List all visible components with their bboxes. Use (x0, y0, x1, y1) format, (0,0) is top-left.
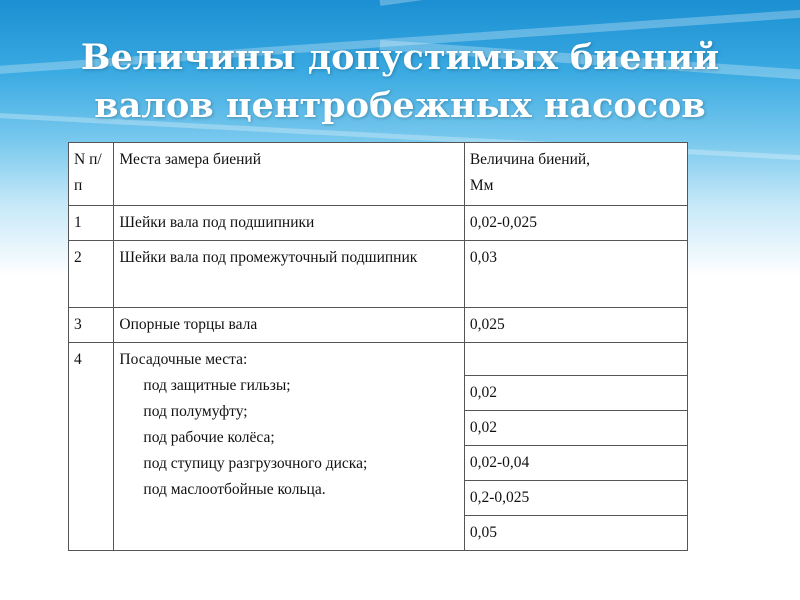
slide-title (40, 34, 760, 130)
group-value: 0,02 (464, 411, 687, 446)
header-number: N п/п (69, 143, 114, 206)
group-value: 0,2-0,025 (464, 481, 687, 516)
group-value: 0,02-0,04 (464, 446, 687, 481)
row-value: 0,03 (464, 241, 687, 308)
row-place: Шейки вала под промежуточный подшипник (114, 241, 464, 308)
group-value (464, 343, 687, 376)
row-value: 0,025 (464, 308, 687, 343)
table-row-group (69, 343, 688, 376)
header-value-line-2: Мм (469, 177, 494, 194)
group-item: под защитные гильзы; (143, 377, 291, 394)
row-place: Шейки вала под подшипники (114, 206, 464, 241)
group-number: 4 (69, 343, 114, 551)
table-row (69, 241, 688, 308)
title-line-1: Величины допустимых биений (80, 37, 720, 78)
group-item: под маслоотбойные кольца. (143, 481, 326, 498)
light-ray (380, 0, 800, 6)
title-line-2: валов центробежных насосов (94, 85, 706, 126)
group-item: под ступицу разгрузочного диска; (143, 455, 368, 472)
table-header-row (69, 143, 688, 206)
header-place: Места замера биений (114, 143, 464, 206)
row-value: 0,02-0,025 (464, 206, 687, 241)
group-value: 0,02 (464, 376, 687, 411)
group-item: под рабочие колёса; (143, 429, 275, 446)
group-heading: Посадочные места: (119, 351, 248, 368)
group-item: под полумуфту; (143, 403, 248, 420)
header-value-line-1: Величина биений, (469, 151, 591, 168)
row-place: Опорные торцы вала (114, 308, 464, 343)
group-places (114, 343, 464, 551)
table-row (69, 206, 688, 241)
row-number: 1 (69, 206, 114, 241)
row-number: 3 (69, 308, 114, 343)
runout-table (68, 142, 688, 551)
group-value: 0,05 (464, 516, 687, 551)
row-number: 2 (69, 241, 114, 308)
table-row (69, 308, 688, 343)
header-value (464, 143, 687, 206)
